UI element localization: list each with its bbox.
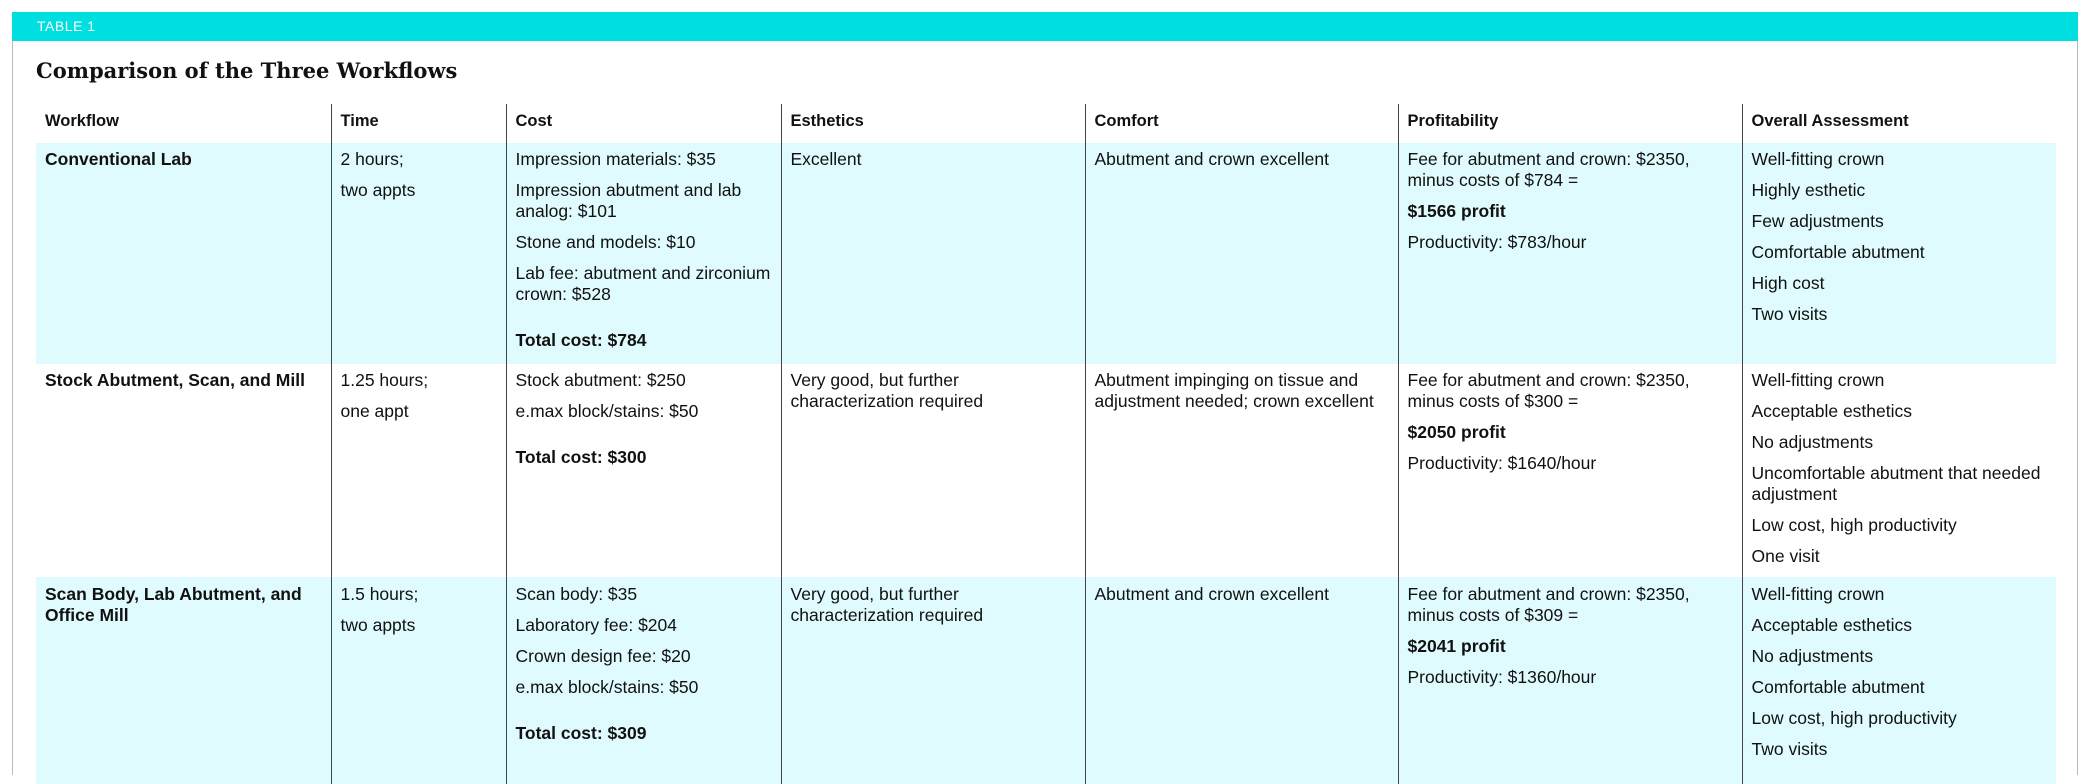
assessment-item: Two visits <box>1751 304 1828 324</box>
assessment-item: Well-fitting crown <box>1751 149 1885 169</box>
cost-cell <box>506 143 781 364</box>
profit-fee: Fee for abutment and crown: $2350, minus costs of $784 = <box>1407 149 1690 190</box>
assessment-cell <box>1742 364 2056 577</box>
time-cell <box>331 364 506 577</box>
time-line: two appts <box>340 615 416 635</box>
comparison-table <box>36 104 2056 784</box>
table-title: Comparison of the Three Workflows <box>36 58 458 83</box>
assessment-item: Highly esthetic <box>1751 180 1866 200</box>
cost-line: e.max block/stains: $50 <box>515 677 699 697</box>
cost-line: Stone and models: $10 <box>515 232 696 252</box>
profit-value: $2050 profit <box>1407 422 1506 442</box>
cost-line: e.max block/stains: $50 <box>515 401 699 421</box>
workflow-cell: Scan Body, Lab Abutment, and Office Mill <box>36 577 331 784</box>
cost-total: Total cost: $300 <box>515 447 647 467</box>
time-cell <box>331 143 506 364</box>
assessment-item: Uncomfortable abutment that needed adjustment <box>1751 463 2041 504</box>
profit-fee: Fee for abutment and crown: $2350, minus costs of $300 = <box>1407 370 1690 411</box>
assessment-cell <box>1742 143 2056 364</box>
assessment-item: High cost <box>1751 273 1825 293</box>
assessment-item: No adjustments <box>1751 646 1874 666</box>
time-line: two appts <box>340 180 416 200</box>
assessment-item: Few adjustments <box>1751 211 1884 231</box>
assessment-item: Low cost, high productivity <box>1751 515 1957 535</box>
comfort-cell: Abutment and crown excellent <box>1085 577 1398 784</box>
profit-fee: Fee for abutment and crown: $2350, minus costs of $309 = <box>1407 584 1690 625</box>
assessment-item: Well-fitting crown <box>1751 584 1885 604</box>
table-tag-bar <box>12 12 2078 41</box>
table-row <box>36 577 2056 784</box>
comfort-cell: Abutment impinging on tissue and adjustment needed; crown excellent <box>1085 364 1398 577</box>
assessment-item: Comfortable abutment <box>1751 242 1925 262</box>
time-line: 2 hours; <box>340 149 404 169</box>
time-line: 1.25 hours; <box>340 370 429 390</box>
assessment-item: Acceptable esthetics <box>1751 615 1913 635</box>
cost-line: Lab fee: abutment and zirconium crown: $528 <box>515 263 771 304</box>
assessment-item: Acceptable esthetics <box>1751 401 1913 421</box>
esthetics-cell: Excellent <box>781 143 1085 364</box>
column-header-assessment: Overall Assessment <box>1742 104 2056 143</box>
cost-line: Crown design fee: $20 <box>515 646 691 666</box>
cost-line: Impression materials: $35 <box>515 149 716 169</box>
table-tag: TABLE 1 <box>37 18 96 34</box>
column-header-time: Time <box>331 104 506 143</box>
assessment-item: No adjustments <box>1751 432 1874 452</box>
productivity: Productivity: $1360/hour <box>1407 667 1597 687</box>
profit-value: $1566 profit <box>1407 201 1506 221</box>
workflow-cell: Stock Abutment, Scan, and Mill <box>45 370 305 390</box>
cost-total: Total cost: $784 <box>515 330 647 350</box>
assessment-item: Low cost, high productivity <box>1751 708 1957 728</box>
cost-line: Impression abutment and lab analog: $101 <box>515 180 742 221</box>
cost-line: Laboratory fee: $204 <box>515 615 678 635</box>
profitability-cell <box>1398 143 1742 364</box>
table-row <box>36 143 2056 364</box>
cost-line: Scan body: $35 <box>515 584 638 604</box>
esthetics-cell: Very good, but further characterization required <box>781 364 1085 577</box>
profitability-cell <box>1398 364 1742 577</box>
cost-cell <box>506 577 781 784</box>
profit-value: $2041 profit <box>1407 636 1506 656</box>
assessment-item: One visit <box>1751 546 1820 566</box>
column-header-comfort: Comfort <box>1085 104 1398 143</box>
cost-total: Total cost: $309 <box>515 723 647 743</box>
time-line: one appt <box>340 401 409 421</box>
column-header-workflow: Workflow <box>45 112 119 130</box>
column-header-esthetics: Esthetics <box>781 104 1085 143</box>
productivity: Productivity: $783/hour <box>1407 232 1587 252</box>
workflow-cell: Conventional Lab <box>36 143 331 364</box>
profitability-cell <box>1398 577 1742 784</box>
productivity: Productivity: $1640/hour <box>1407 453 1597 473</box>
assessment-item: Well-fitting crown <box>1751 370 1885 390</box>
column-header-profitability: Profitability <box>1398 104 1742 143</box>
header-row <box>36 104 2056 143</box>
table-row <box>36 364 2056 577</box>
column-header-cost: Cost <box>506 104 781 143</box>
cost-line: Stock abutment: $250 <box>515 370 686 390</box>
cost-cell <box>506 364 781 577</box>
assessment-item: Two visits <box>1751 739 1828 759</box>
time-line: 1.5 hours; <box>340 584 419 604</box>
assessment-item: Comfortable abutment <box>1751 677 1925 697</box>
comfort-cell: Abutment and crown excellent <box>1085 143 1398 364</box>
esthetics-cell: Very good, but further characterization required <box>781 577 1085 784</box>
assessment-cell <box>1742 577 2056 784</box>
time-cell <box>331 577 506 784</box>
